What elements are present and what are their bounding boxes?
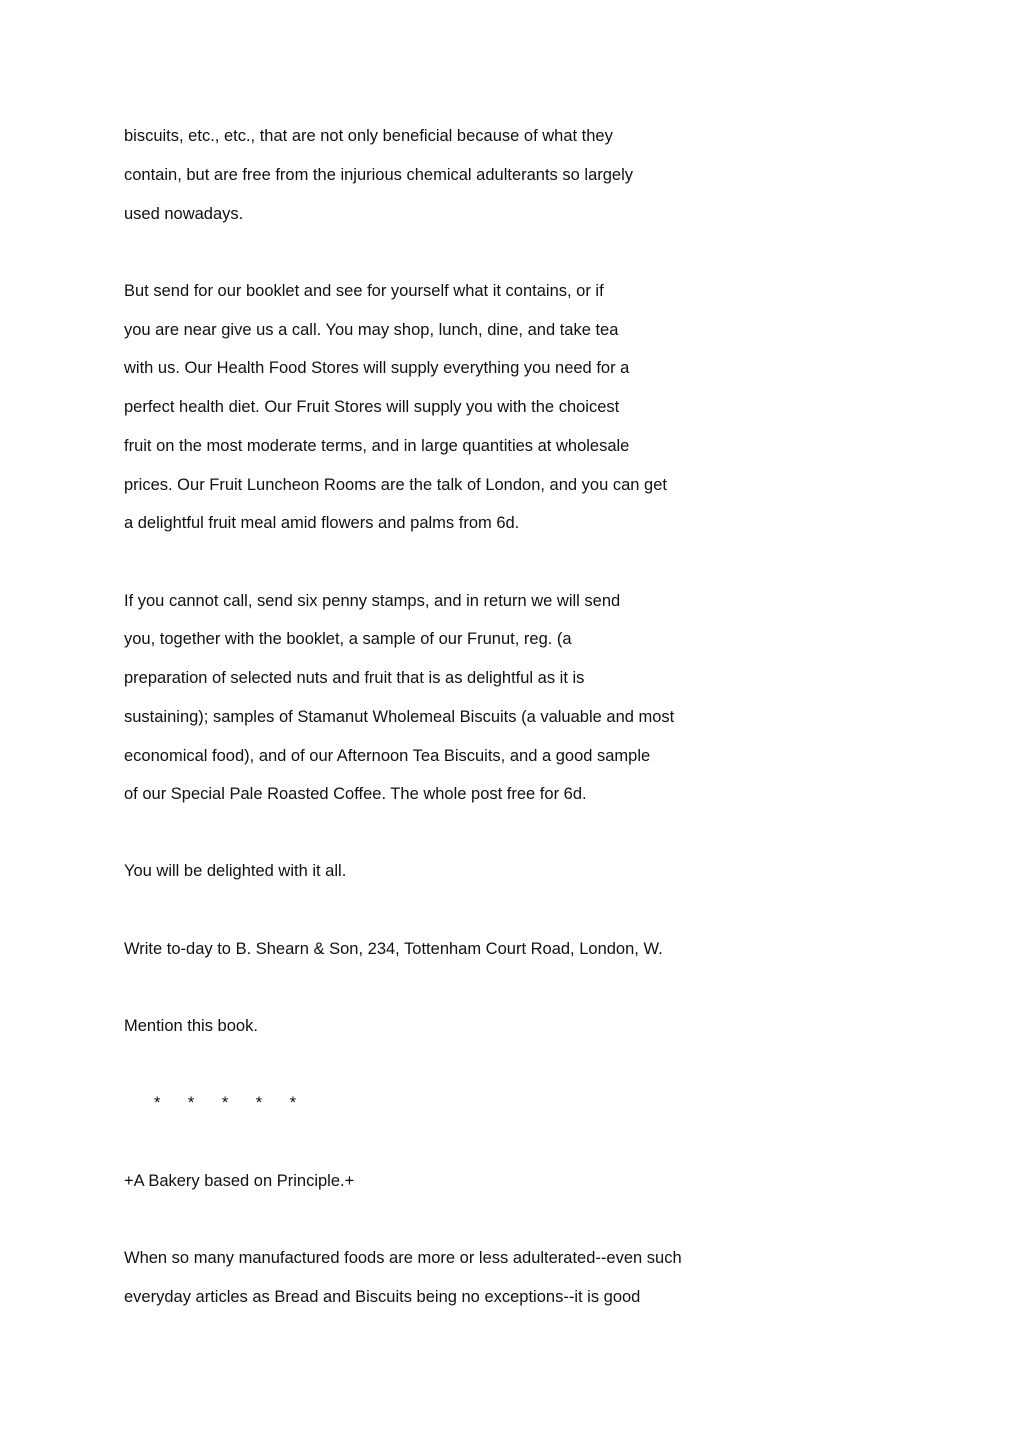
text-line: When so many manufactured foods are more or less adulterated--even such bbox=[124, 1249, 682, 1267]
text-line: you, together with the booklet, a sample of our Frunut, reg. (a bbox=[124, 630, 572, 648]
text-line: you are near give us a call. You may shop, lunch, dine, and take tea bbox=[124, 321, 619, 339]
text-line: of our Special Pale Roasted Coffee. The whole post free for 6d. bbox=[124, 785, 587, 803]
text-line: prices. Our Fruit Luncheon Rooms are the talk of London, and you can get bbox=[124, 476, 667, 494]
text-line: everyday articles as Bread and Biscuits being no exceptions--it is good bbox=[124, 1288, 641, 1306]
text-line: Mention this book. bbox=[124, 1017, 258, 1035]
text-line: If you cannot call, send six penny stamps, and in return we will send bbox=[124, 592, 621, 610]
text-line: with us. Our Health Food Stores will supply everything you need for a bbox=[124, 359, 630, 377]
text-line: sustaining); samples of Stamanut Wholemeal Biscuits (a valuable and most bbox=[124, 708, 675, 726]
text-line: But send for our booklet and see for yourself what it contains, or if bbox=[124, 282, 604, 300]
text-line: biscuits, etc., etc., that are not only beneficial because of what they bbox=[124, 127, 613, 145]
text-line: preparation of selected nuts and fruit that is as delightful as it is bbox=[124, 669, 585, 687]
text-line: perfect health diet. Our Fruit Stores will supply you with the choicest bbox=[124, 398, 620, 416]
text-line: fruit on the most moderate terms, and in large quantities at wholesale bbox=[124, 437, 630, 455]
text-line: You will be delighted with it all. bbox=[124, 862, 347, 880]
section-separator: * * * * * bbox=[154, 1094, 297, 1112]
text-line: economical food), and of our Afternoon Tea Biscuits, and a good sample bbox=[124, 747, 651, 765]
text-line: contain, but are free from the injurious chemical adulterants so largely bbox=[124, 166, 634, 184]
section-heading: +A Bakery based on Principle.+ bbox=[124, 1172, 355, 1190]
text-line: a delightful fruit meal amid flowers and palms from 6d. bbox=[124, 514, 520, 532]
text-line: used nowadays. bbox=[124, 205, 244, 223]
text-line: Write to-day to B. Shearn & Son, 234, Tottenham Court Road, London, W. bbox=[124, 940, 663, 958]
